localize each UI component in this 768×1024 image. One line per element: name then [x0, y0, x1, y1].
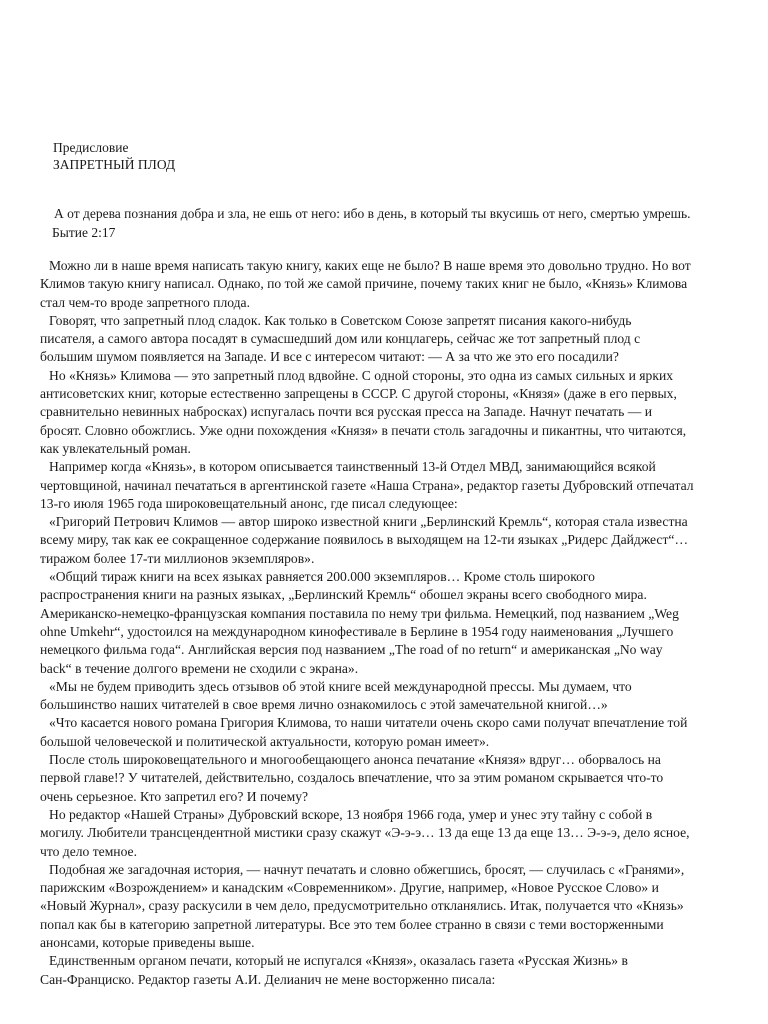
text-line: Например когда «Князь», в котором описывается таинственный 13-й Отдел МВД, занимающийся всякой	[49, 459, 656, 475]
text-line: первой главе!? У читателей, действительно, создалось впечатление, что за этим романом скрывается что-то	[40, 770, 664, 786]
text-line: стал чем-то вроде запретного плода.	[40, 294, 250, 310]
chapter-title: ЗАПРЕТНЫЙ ПЛОД	[53, 157, 176, 172]
text-line: попал как бы в категорию запретной литературы. Все это тем более странно в связи с теми восторженными	[40, 916, 664, 932]
text-line: Но редактор «Нашей Страны» Дубровский вскоре, 13 ноября 1966 года, умер и унес эту тайну с собой в	[49, 806, 653, 822]
text-line: Сан-Франциско. Редактор газеты А.И. Делианич не мене восторженно писала:	[40, 971, 496, 987]
text-line: большой человеческой и политической актуальности, которую роман имеет».	[40, 733, 490, 749]
text-line: бросят. Словно обожглись. Уже одни похождения «Князя» в печати столь загадочны и пикантны, что читаются,	[40, 422, 687, 438]
text-line: back“ в течение долгого времени не сходили с экрана».	[40, 660, 359, 676]
text-line: чертовщиной, начинал печататься в аргентинской газете «Наша Страна», редактор газеты Дубровский отпечатал	[40, 477, 694, 493]
text-line: 13-го июля 1965 года широковещательный анонс, где писал следующее:	[40, 495, 458, 511]
preface-label: Предисловие	[53, 140, 129, 155]
text-line: Климов такую книгу написал. Однако, по той же самой причине, почему таких книг не было, «Князь» Климова	[40, 276, 688, 292]
text-line: «Что касается нового романа Григория Климова, то наши читатели очень скоро сами получат впечатление той	[49, 715, 688, 731]
text-line: очень серьезное. Кто запретил его? И почему?	[40, 788, 309, 804]
text-line: что дело темное.	[40, 843, 137, 859]
text-line: анонсами, которые приведены выше.	[40, 934, 255, 950]
epigraph	[52, 205, 752, 242]
text-line: сравнительно невинных набросках) испугалась почти вся русская пресса на Западе. Начнут печатать — и	[40, 404, 652, 420]
text-line: всему миру, так как ее сокращенное содержание появилось в выходящем на 12-ти языках „Ридерс Дайджест“…	[40, 532, 689, 548]
text-line: После столь широковещательного и многообещающего анонса печатание «Князя» вдруг… оборвалось на	[49, 752, 661, 768]
text-line: Американско-немецко-французская компания поставила по нему три фильма. Немецкий, под названием „Weg	[40, 605, 679, 621]
text-line: «Новый Журнал», сразу раскусили в чем дело, предусмотрительно откланялись. Итак, получается что «Князь»	[40, 898, 684, 914]
text-line: Подобная же загадочная история, — начнут печатать и словно обжегшись, бросят, — случилась с «Гранями»,	[49, 861, 685, 877]
text-line: большим шумом появляется на Западе. И все с интересом читают: — А за что же это его посадили?	[40, 349, 619, 365]
text-line: «Мы не будем приводить здесь отзывов об этой книге всей международной прессы. Мы думаем, что	[49, 678, 632, 694]
text-line: писателя, а самого автора посадят в сумасшедший дом или концлагерь, сейчас же тот запретный плод с	[40, 331, 641, 347]
text-line: ohne Umkehr“, удостоился на международном кинофестивале в Берлине в 1954 году наименования „Лучшего	[40, 623, 674, 639]
text-line: «Общий тираж книги на всех языках равняется 200.000 экземпляров… Кроме столь широкого	[49, 569, 595, 585]
body-text	[40, 257, 762, 989]
epigraph-line: А от дерева познания добра и зла, не ешь от него: ибо в день, в который ты вкусишь от него, смертью умрешь.	[54, 206, 691, 221]
text-line: парижским «Возрождением» и канадским «Современником». Другие, например, «Новое Русское Слово» и	[40, 880, 659, 896]
text-line: Но «Князь» Климова — это запретный плод вдвойне. С одной стороны, это одна из самых сильных и ярких	[49, 367, 674, 383]
text-line: тиражом более 17-ти миллионов экземпляров».	[40, 550, 315, 566]
text-line: могилу. Любители трансцендентной мистики сразу скажут «Э-э-э… 13 да еще 13 да еще 13… Э-э-э, дело ясное,	[40, 825, 690, 841]
text-line: Можно ли в наше время написать такую книгу, каких еще не было? В наше время это довольно трудно. Но вот	[49, 258, 691, 273]
epigraph-line: Бытие 2:17	[52, 224, 116, 240]
text-line: антисоветских книг, которые естественно запрещены в СССР. С другой стороны, «Князя» (даже в его первых,	[40, 386, 677, 402]
text-line: большинство наших читателей в свое время лично ознакомилось с этой замечательной книгой…»	[40, 697, 608, 713]
text-line: Единственным органом печати, который не испугался «Князя», оказалась газета «Русская Жизнь» в	[49, 953, 628, 969]
text-line: «Григорий Петрович Климов — автор широко известной книги „Берлинский Кремль“, которая стала известна	[49, 514, 688, 530]
text-line: немецкого фильма года“. Английская версия под названием „The road of no return“ и американская „No way	[40, 642, 663, 658]
text-line: Говорят, что запретный плод сладок. Как только в Советском Союзе запретят писания какого-нибудь	[49, 312, 632, 328]
text-line: распространения книги на разных языках, „Берлинский Кремль“ обошел экраны всего свободного мира.	[40, 587, 647, 603]
text-line: как увлекательный роман.	[40, 440, 191, 456]
